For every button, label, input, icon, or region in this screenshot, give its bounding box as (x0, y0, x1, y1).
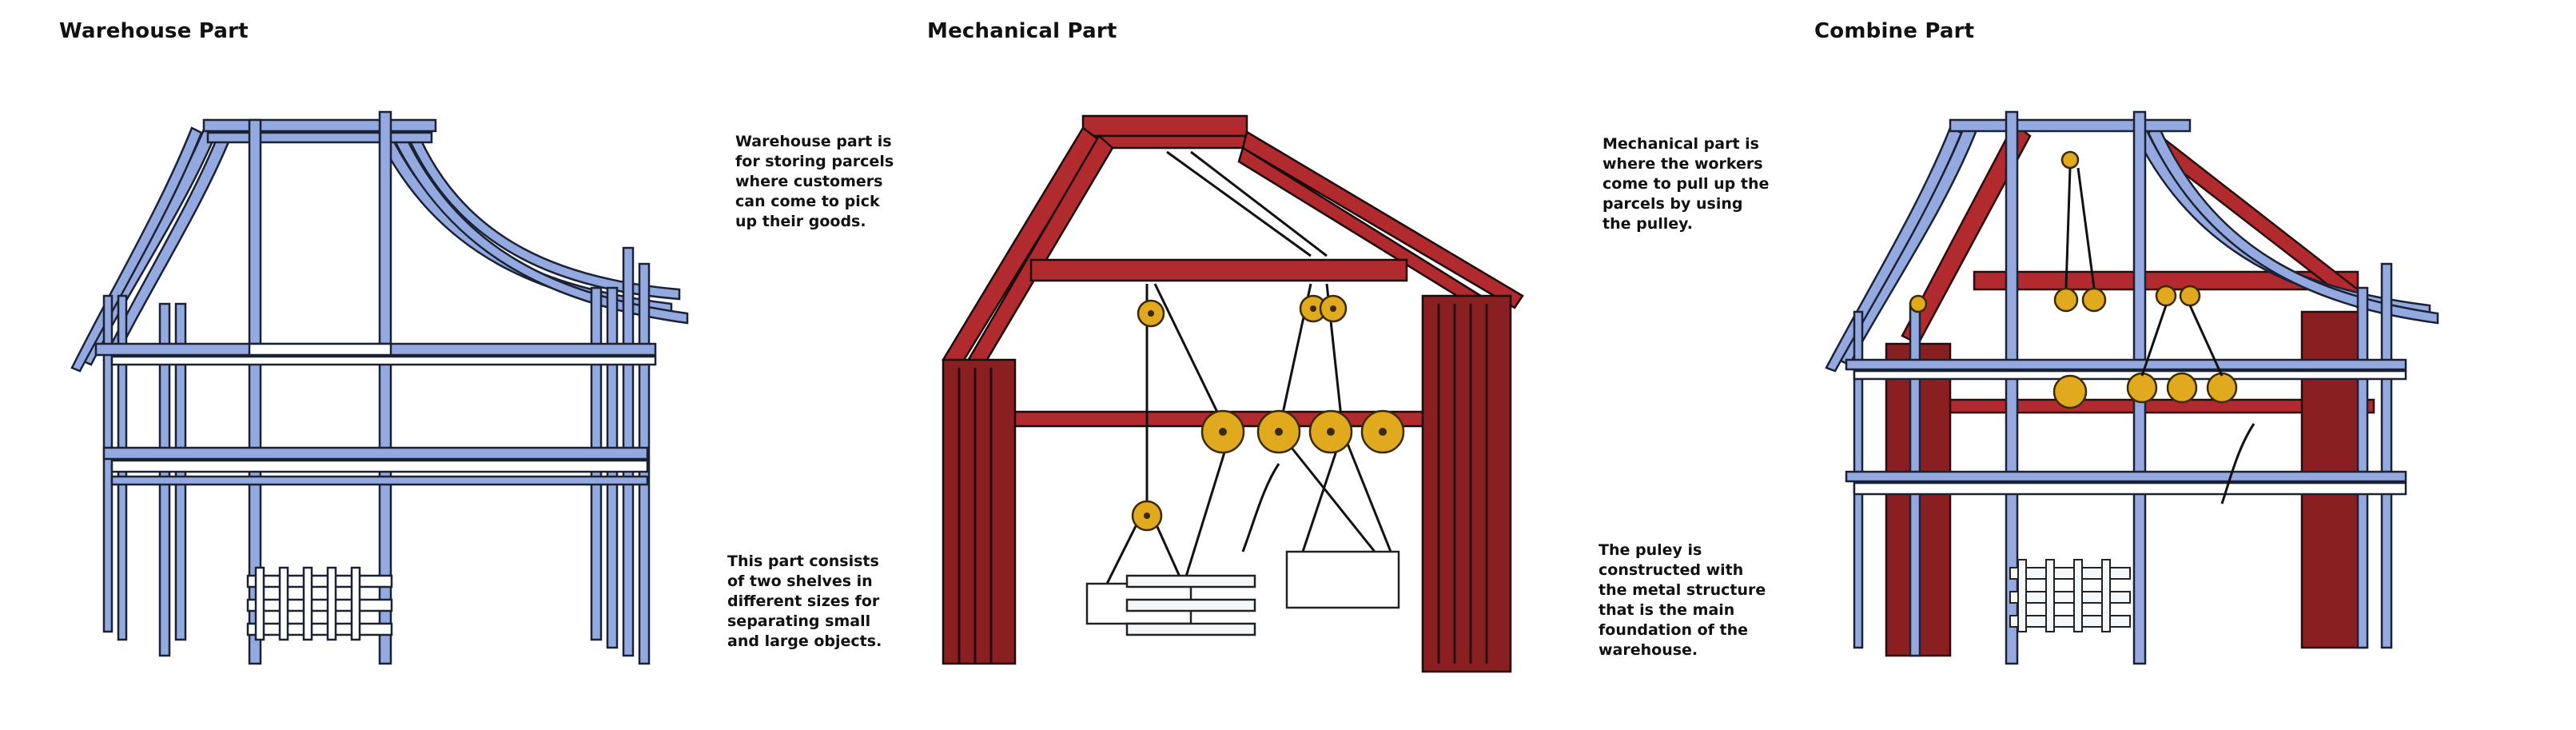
mechanical-pulley-illustration (927, 104, 1535, 680)
warehouse-part-title: Warehouse Part (59, 19, 249, 43)
warehouse-structure-illustration (64, 104, 703, 680)
combined-structure-illustration (1806, 104, 2446, 680)
pulley-structure-note: The puley is constructed with the metal structure that is the main foundation of the warehouse. (1599, 541, 1766, 659)
combine-part-title: Combine Part (1814, 19, 1975, 43)
mechanical-description: Mechanical part is where the workers come to pull up the parcels by using the pulley. (1603, 135, 1770, 233)
warehouse-shelves-note: This part consists of two shelves in different sizes for separating small and large objects. (727, 552, 882, 650)
warehouse-description: Warehouse part is for storing parcels where customers can come to pick up their goods. (735, 133, 894, 230)
mechanical-part-title: Mechanical Part (927, 19, 1117, 43)
